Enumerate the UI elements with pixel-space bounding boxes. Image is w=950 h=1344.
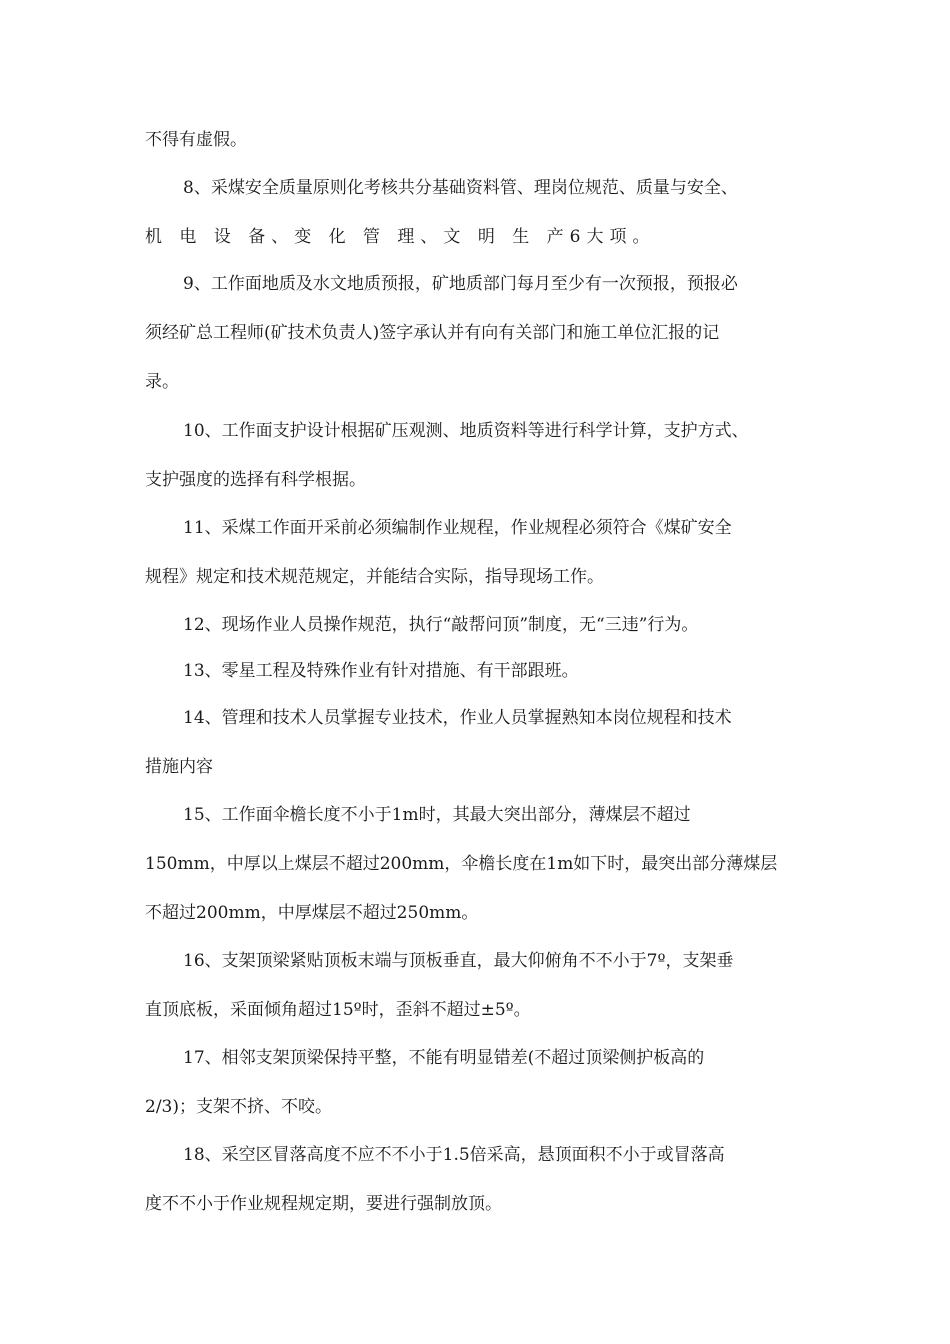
text-line: 17、相邻支架顶梁保持平整，不能有明显错差(不超过顶梁侧护板高的 bbox=[183, 1048, 705, 1068]
text-line: 不超过200mm，中厚煤层不超过250mm。 bbox=[145, 903, 479, 923]
text-line: 13、零星工程及特殊作业有针对措施、有干部跟班。 bbox=[183, 661, 579, 681]
text-line: 度不不小于作业规程规定期，要进行强制放顶。 bbox=[145, 1194, 502, 1214]
text-line: 150mm，中厚以上煤层不超过200mm，伞檐长度在1m如下时，最突出部分薄煤层 bbox=[145, 854, 778, 874]
text-line: 12、现场作业人员操作规范，执行“敲帮问顶”制度，无“三违”行为。 bbox=[183, 615, 699, 635]
text-line: 措施内容 bbox=[145, 757, 213, 777]
text-line: 2/3)；支架不挤、不咬。 bbox=[145, 1097, 332, 1117]
text-line: 14、管理和技术人员掌握专业技术，作业人员掌握熟知本岗位规程和技术 bbox=[183, 708, 732, 728]
text-line: 11、采煤工作面开采前必须编制作业规程，作业规程必须符合《煤矿安全 bbox=[183, 518, 732, 538]
text-line: 须经矿总工程师(矿技术负责人)签字承认并有向有关部门和施工单位汇报的记 bbox=[145, 323, 720, 343]
text-line: 录。 bbox=[145, 372, 179, 392]
text-line: 不得有虚假。 bbox=[145, 130, 247, 150]
text-line: 10、工作面支护设计根据矿压观测、地质资料等进行科学计算，支护方式、 bbox=[183, 421, 749, 441]
text-line: 支护强度的选择有科学根据。 bbox=[145, 470, 366, 490]
text-line: 15、工作面伞檐长度不小于1m时，其最大突出部分，薄煤层不超过 bbox=[183, 805, 691, 825]
text-line: 9、工作面地质及水文地质预报，矿地质部门每月至少有一次预报，预报必 bbox=[183, 274, 738, 294]
text-line: 16、支架顶梁紧贴顶板末端与顶板垂直，最大仰俯角不不小于7º，支架垂 bbox=[183, 951, 734, 971]
text-line: 18、采空区冒落高度不应不不小于1.5倍采高，悬顶面积不小于或冒落高 bbox=[183, 1145, 725, 1165]
text-line: 机 电 设 备、变 化 管 理、文 明 生 产6大项。 bbox=[145, 227, 656, 247]
text-line: 8、采煤安全质量原则化考核共分基础资料管、理岗位规范、质量与安全、 bbox=[183, 178, 738, 198]
text-line: 直顶底板，采面倾角超过15º时，歪斜不超过±5º。 bbox=[145, 1000, 531, 1020]
text-line: 规程》规定和技术规范规定，并能结合实际，指导现场工作。 bbox=[145, 567, 604, 587]
